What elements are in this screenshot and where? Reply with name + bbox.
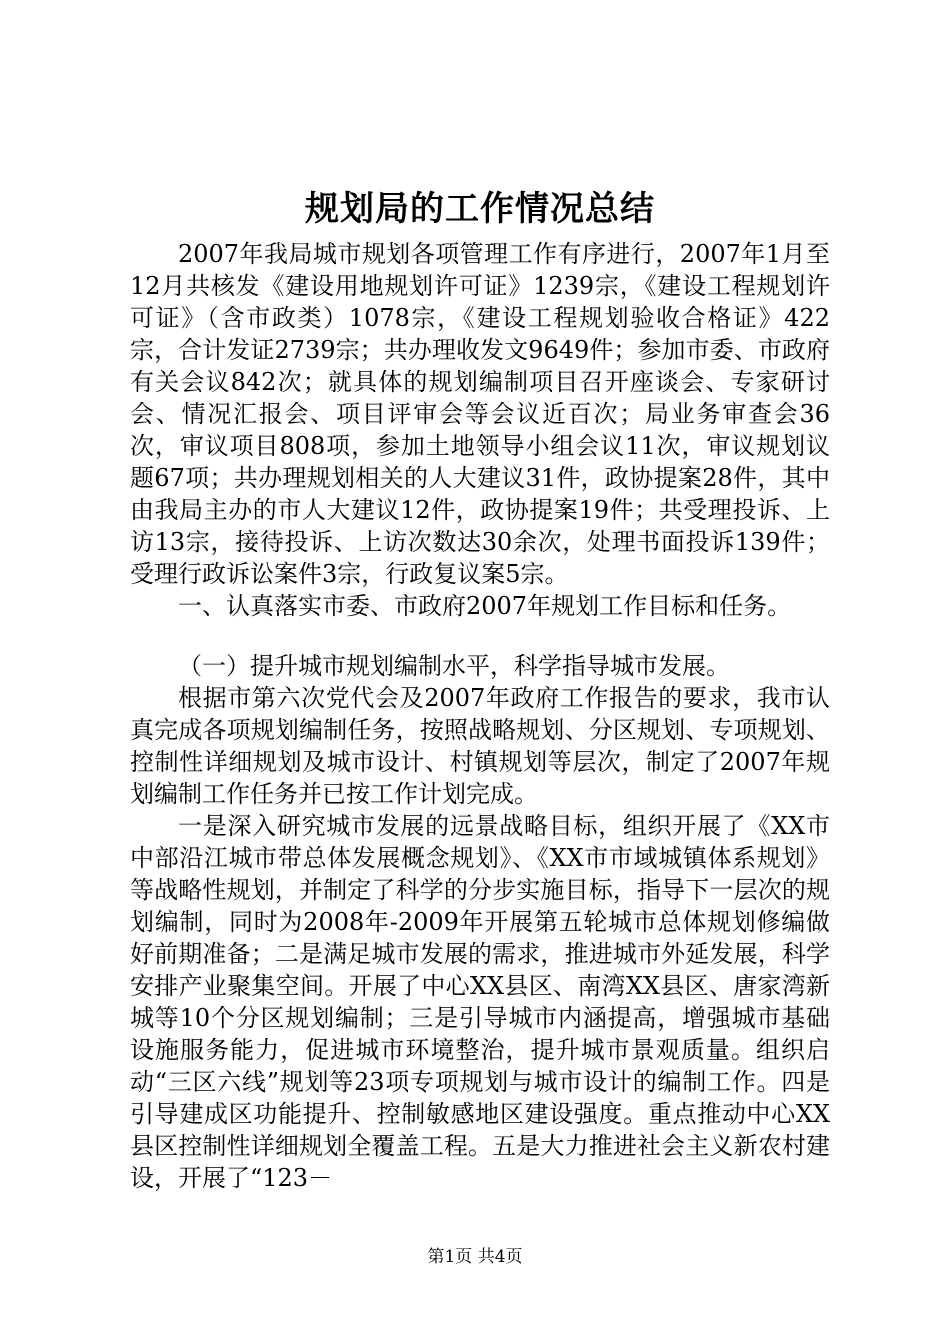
document-body [130, 238, 830, 1194]
paragraph-planning-details: 一是深入研究城市发展的远景战略目标，组织开展了《XX市中部沿江城市带总体发展概念规划》、《XX市市域城镇体系规划》等战略性规划，并制定了科学的分步实施目标，指导下一层次的规划编制，同时为2008年-2009年开展第五轮城市总体规划修编做好前期准备；二是满足城市发展的需求，推进城市外延发展，科学安排产业聚集空间。开展了中心XX县区、南湾XX县区、唐家湾新城等10个分区规划编制；三是引导城市内涵提高，增强城市基础设施服务能力，促进城市环境整治，提升城市景观质量。组织启动“三区六线”规划等23项专项规划与城市设计的编制工作。四是引导建成区功能提升、控制敏感地区建设强度。重点推动中心XX县区控制性详细规划全覆盖工程。五是大力推进社会主义新农村建设，开展了“123－ [130, 812, 830, 1192]
page-footer: 第1页 共4页 [427, 1247, 523, 1267]
paragraph-statistics: 2007年我局城市规划各项管理工作有序进行，2007年1月至12月共核发《建设用地规划许可证》1239宗，《建设工程规划许可证》（含市政类）1078宗，《建设工程规划验收合格证》422宗，合计发证2739宗；共办理收发文9649件；参加市委、市政府有关会议842次；就具体的规划编制项目召开座谈会、专家研讨会、情况汇报会、项目评审会等会议近百次；局业务审查会36次，审议项目808项，参加土地领导小组会议11次，审议规划议题67项；共办理规划相关的人大建议31件，政协提案28件，其中由我局主办的市人大建议12件，政协提案19件；共受理投诉、上访13宗，接待投诉、上访次数达30余次，处理书面投诉139件；受理行政诉讼案件3宗，行政复议案5宗。 [130, 240, 830, 588]
paragraph-planning-tasks: 根据市第六次党代会及2007年政府工作报告的要求，我市认真完成各项规划编制任务，按照战略规划、分区规划、专项规划、控制性详细规划及城市设计、村镇规划等层次，制定了2007年规划编制工作任务并已按工作计划完成。 [130, 684, 830, 808]
document-title: 规划局的工作情况总结 [305, 189, 655, 229]
subsection-heading-1: （一）提升城市规划编制水平，科学指导城市发展。 [178, 652, 730, 680]
section-heading-1: 一、认真落实市委、市政府2007年规划工作目标和任务。 [178, 592, 792, 620]
